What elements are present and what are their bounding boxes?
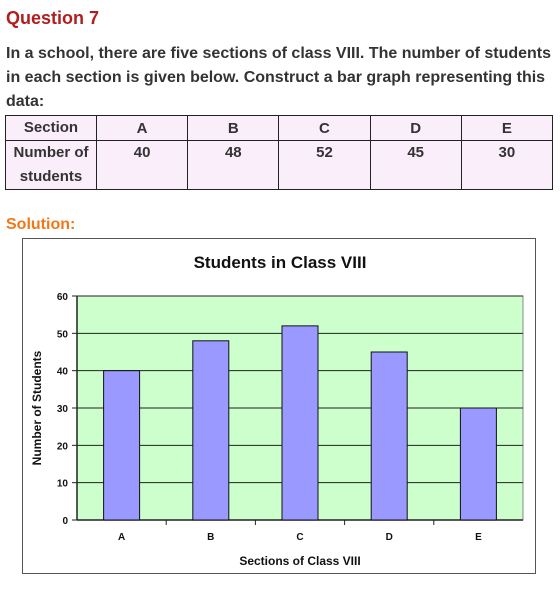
data-table <box>5 115 553 190</box>
count-cell: 30 <box>461 141 552 190</box>
bar <box>371 352 407 520</box>
section-cell: D <box>370 116 461 141</box>
y-tick-label: 20 <box>56 441 68 453</box>
x-tick-label: C <box>296 532 304 543</box>
section-cell: A <box>97 116 188 141</box>
x-tick-label: D <box>385 532 393 543</box>
x-tick-label: A <box>117 532 126 543</box>
bar <box>460 408 496 520</box>
solution-label: Solution: <box>6 216 76 233</box>
x-axis-label: Sections of Class VIII <box>239 554 361 568</box>
bar-chart <box>22 238 536 574</box>
chart-svg <box>23 239 537 575</box>
y-tick-label: 50 <box>56 329 68 341</box>
section-cell: E <box>461 116 552 141</box>
bar <box>104 371 140 520</box>
y-tick-label: 40 <box>56 366 68 378</box>
count-cell: 48 <box>188 141 279 190</box>
chart-title: Students in Class VIII <box>193 253 367 272</box>
table-row <box>6 116 553 141</box>
y-tick-label: 60 <box>56 292 68 303</box>
row-label-section: Section <box>6 116 97 141</box>
y-axis-label: Number of Students <box>30 350 44 466</box>
y-tick-label: 0 <box>62 516 68 527</box>
question-title: Question 7 <box>6 8 100 28</box>
count-cell: 52 <box>279 141 370 190</box>
row-label-line: Number of <box>13 144 89 161</box>
y-tick-label: 30 <box>56 404 68 415</box>
bar <box>282 326 318 520</box>
x-tick-label: B <box>207 532 215 543</box>
row-label-line: students <box>19 168 83 185</box>
section-cell: C <box>279 116 370 141</box>
x-tick-label: E <box>475 532 482 543</box>
row-label-students <box>6 141 97 190</box>
y-tick-label: 10 <box>56 478 68 490</box>
bar <box>193 341 229 520</box>
section-cell: B <box>188 116 279 141</box>
question-text: In a school, there are five sections of class VIII. The number of students in each section is given below. Construct a bar graph representing this data: <box>6 45 552 110</box>
count-cell: 40 <box>97 141 188 190</box>
count-cell: 45 <box>370 141 461 190</box>
table-row <box>6 141 553 190</box>
